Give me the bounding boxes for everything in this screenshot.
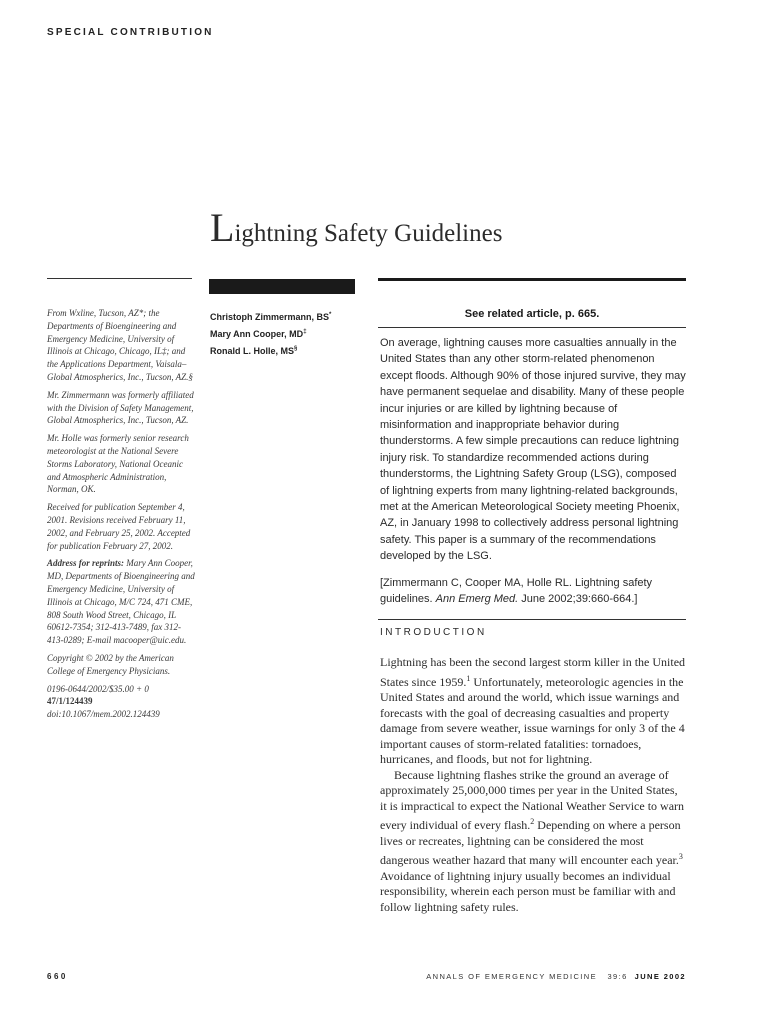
paragraph-text: Because lightning flashes strike the ground an average of approximately 25,000,000 times per year in the United States, it is impractical to expect the National Weather Service to warn every individual of every flash.	[380, 767, 685, 832]
reference-marker[interactable]: 2	[530, 817, 535, 826]
footer-journal: ANNALS OF EMERGENCY MEDICINE	[426, 972, 597, 981]
citation-journal: Ann Emerg Med.	[435, 593, 519, 606]
footer-volume: 39:6	[607, 972, 628, 981]
introduction-body	[380, 655, 686, 915]
paragraph	[380, 768, 686, 916]
copyright: Copyright © 2002 by the American College of Emergency Physicians.	[47, 652, 174, 676]
introduction-rule	[378, 619, 686, 620]
author-name: Mary Ann Cooper, MD	[210, 329, 304, 339]
affiliation-from: From Wxline, Tucson, AZ*; the Departments of Bioengineering and Emergency Medicine, University of Illinois at Chicago, Chicago, IL‡; and the Applications Department, Vaisala–Global Atmospherics, Inc., Tucson, AZ.§	[47, 308, 193, 382]
paragraph-text: Avoidance of lightning injury usually becomes an individual responsibility, wherein each person must be familiar with and follow lightning safety rules.	[380, 868, 676, 914]
author-name: Christoph Zimmermann, BS	[210, 312, 330, 322]
author-list	[210, 308, 331, 359]
author-mark: ‡	[303, 329, 307, 335]
left-column-rule	[47, 278, 192, 279]
paragraph-text: Unfortunately, meteorologic agencies in the United States and around the world, which issue warnings and forecasts with the goal of decreasing casualties and property damage from severe weather, issue warnings for only 3 of the 4 important causes of storm-related fatalities: tornadoes, hurricanes, and floods, but not for lightning.	[380, 674, 685, 766]
citation	[380, 575, 686, 608]
section-label: SPECIAL CONTRIBUTION	[47, 27, 214, 38]
reprints-label: Address for reprints:	[47, 558, 125, 569]
title-initial: L	[210, 205, 235, 250]
footer-date: JUNE 2002	[634, 972, 686, 981]
related-rule	[378, 327, 686, 328]
reference-marker[interactable]: 3	[678, 852, 683, 861]
paragraph	[380, 655, 686, 768]
paragraph-text: Lightning has been the second largest storm killer in the United States since 1959.	[380, 655, 686, 689]
abstract: On average, lightning causes more casualties annually in the United States than any other storm-related phenomenon except floods. Although 90% of those injured survive, they may have permanent sequelae and disability. Many of these people incur injuries or are killed by lightning because of misinformation and inappropriate behavior during thunderstorms. A few simple precautions can reduce lightning injury risk. To standardize recommended actions during thunderstorms, the Lightning Safety Group (LSG), composed of lightning experts from many lightning-related backgrounds, met at the American Meteorological Society meeting Phoenix, AZ, in January 1998 to collectively address personal lightning safety. This paper is a summary of the recommendations developed by the LSG.	[380, 337, 686, 563]
related-article-link[interactable]: See related article, p. 665.	[464, 308, 600, 320]
publication-ids	[47, 683, 197, 721]
issn: 0196-0644/2002/$35.00 + 0	[47, 683, 149, 694]
author-name: Ronald L. Holle, MS	[210, 346, 295, 356]
author-entry	[210, 342, 331, 359]
introduction-heading: INTRODUCTION	[380, 627, 487, 638]
article-title	[210, 205, 503, 250]
footer-journal-info	[426, 972, 686, 981]
author-entry	[210, 308, 331, 325]
title-rest: ightning Safety Guidelines	[234, 220, 503, 247]
affiliation-holle: Mr. Holle was formerly senior research meteorologist at the National Severe Storms Laboratory, National Oceanic and Atmospheric Administration, Norman, OK.	[47, 433, 189, 495]
doi: doi:10.1067/mem.2002.124439	[47, 709, 160, 720]
article-id: 47/1/124439	[47, 696, 93, 707]
author-entry	[210, 325, 331, 342]
reprints-address	[47, 557, 197, 647]
citation-suffix: June 2002;39:660-664.]	[518, 593, 638, 606]
reference-marker[interactable]: 1	[466, 673, 471, 683]
citation-prefix: [Zimmermann C, Cooper MA, Holle RL. Lightning safety guidelines.	[380, 577, 653, 606]
right-column-rule	[378, 278, 686, 281]
paragraph-text: Depending on where a person lives or recreates, lightning can be considered the most dangerous weather hazard that many will encounter each year.	[380, 818, 681, 867]
author-mark: *	[329, 312, 332, 318]
affiliation-zimmermann: Mr. Zimmermann was formerly affiliated with the Division of Safety Management, Global Atmospherics, Inc., Tucson, AZ.	[47, 389, 194, 426]
reprints-text: Mary Ann Cooper, MD, Departments of Bioengineering and Emergency Medicine, University of Illinois at Chicago, M/C 724, 471 CME, 808 South Wood Street, Chicago, IL 60612-7354; 312-413-7489, fax 312-413-0289; E-mail macooper@uic.edu.	[47, 558, 195, 646]
author-column-bar	[209, 279, 355, 294]
page-number: 660	[47, 972, 68, 981]
author-mark: §	[294, 346, 298, 352]
received-dates: Received for publication September 4, 2001. Revisions received February 11, 2002, and February 25, 2002. Accepted for publication February 27, 2002.	[47, 502, 191, 551]
affiliations	[47, 307, 197, 721]
